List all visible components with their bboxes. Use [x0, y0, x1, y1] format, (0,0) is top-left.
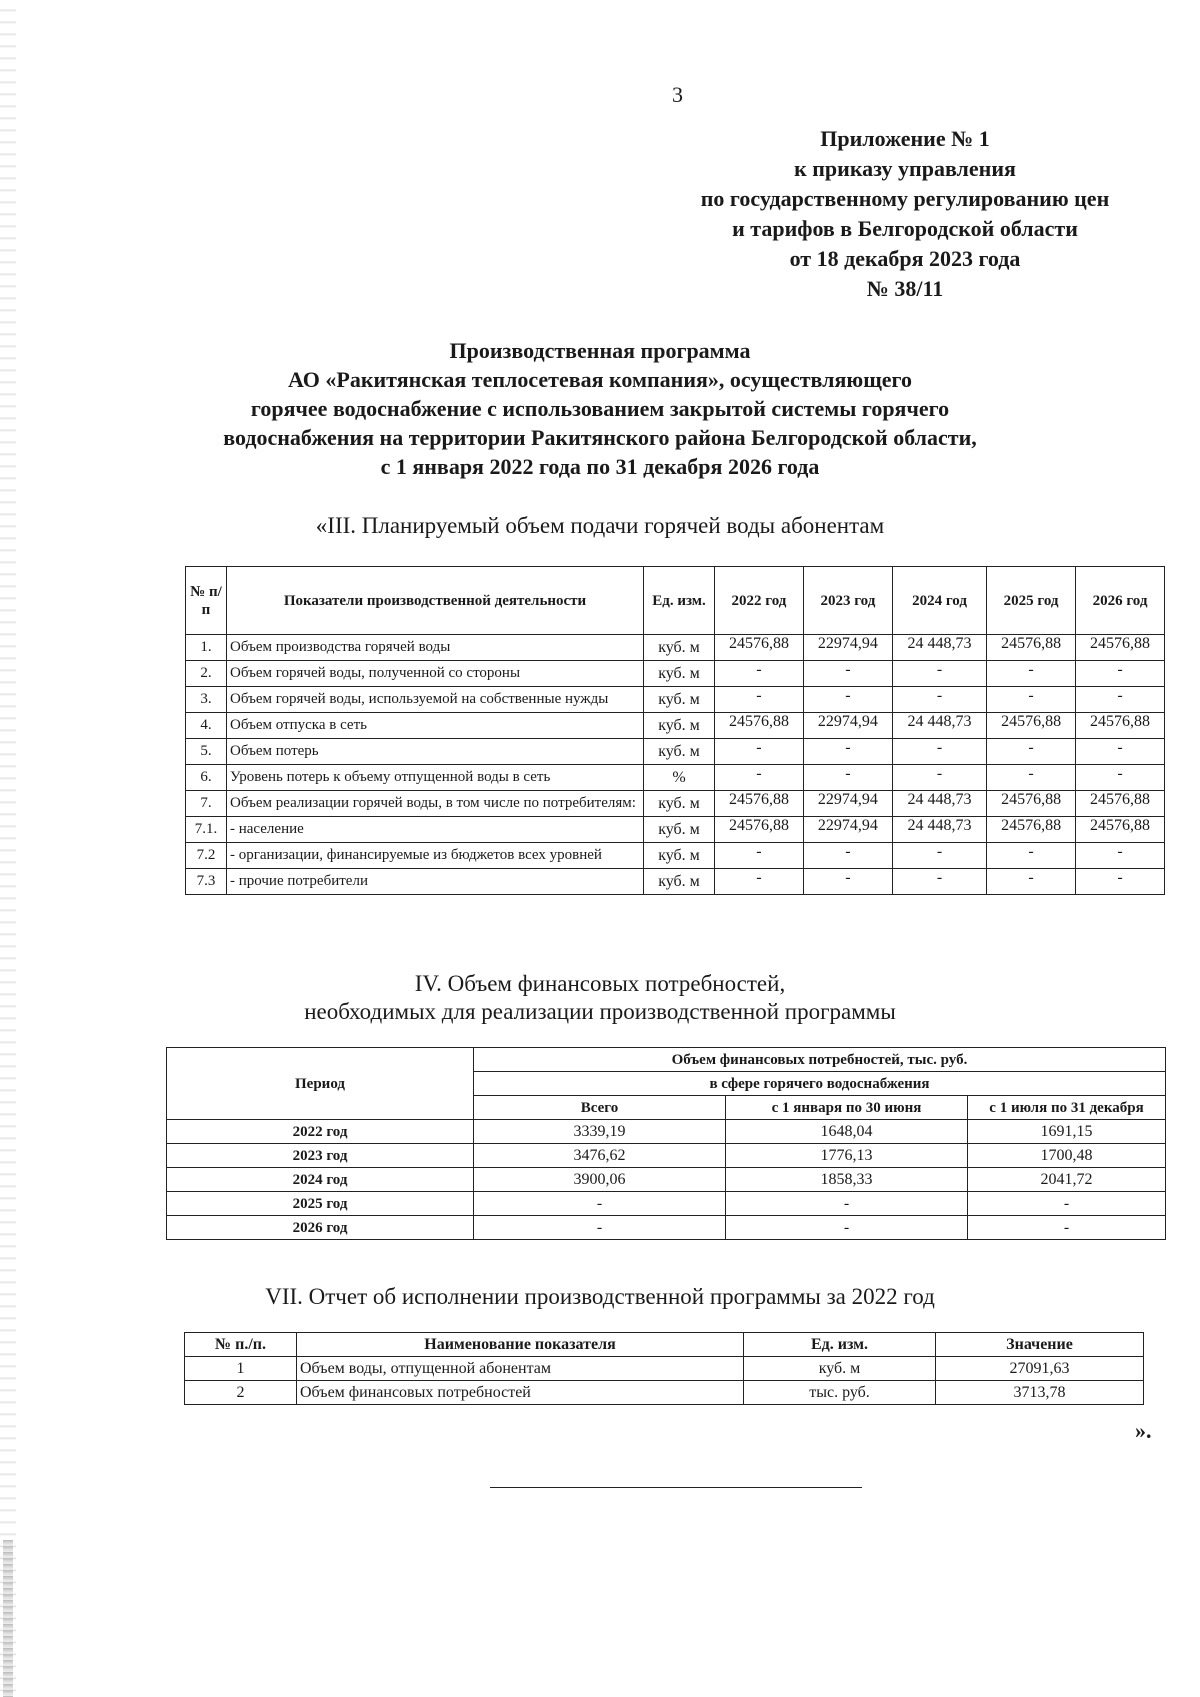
table-row [185, 1357, 1144, 1381]
section4-heading [150, 970, 1050, 1026]
section3-heading: «III. Планируемый объем подачи горячей воды абонентам [315, 513, 885, 538]
row-value: - [987, 765, 1076, 791]
row-value: - [803, 661, 892, 687]
row-num: 7.2 [186, 843, 227, 869]
title-line: с 1 января 2022 года по 31 декабря 2026 года [380, 454, 820, 479]
header-year: 2022 год [715, 567, 804, 635]
table-row [185, 1381, 1144, 1405]
header-name: Наименование показателя [297, 1333, 744, 1357]
table-row [167, 1216, 1166, 1240]
row-unit: куб. м [644, 635, 715, 661]
header-total: Всего [474, 1096, 726, 1120]
title-line: горячее водоснабжение с использованием закрытой системы горячего [250, 396, 950, 421]
row-value: 24576,88 [987, 791, 1076, 817]
row-unit: куб. м [644, 687, 715, 713]
row-value: 24576,88 [1076, 713, 1165, 739]
header-financial-top: Объем финансовых потребностей, тыс. руб. [474, 1048, 1166, 1072]
row-total: 3476,62 [474, 1144, 726, 1168]
row-num: 3. [186, 687, 227, 713]
table-row [186, 661, 1165, 687]
section4-heading-line2: необходимых для реализации производственной программы [304, 999, 896, 1024]
row-value: - [803, 869, 892, 895]
table-row [167, 1168, 1166, 1192]
row-value: 24 448,73 [892, 817, 986, 843]
row-num: 5. [186, 739, 227, 765]
header-financial-sub: в сфере горячего водоснабжения [474, 1072, 1166, 1096]
row-value: - [715, 661, 804, 687]
header-year: 2025 год [987, 567, 1076, 635]
row-value: - [892, 739, 986, 765]
supply-volume-table [185, 566, 1165, 895]
row-value: - [892, 661, 986, 687]
row-value: - [892, 843, 986, 869]
row-indicator: Уровень потерь к объему отпущенной воды в сеть [227, 765, 644, 791]
row-value: 24 448,73 [892, 791, 986, 817]
row-num: 2 [185, 1381, 297, 1405]
header-year: 2026 год [1076, 567, 1165, 635]
row-second-half: 1700,48 [968, 1144, 1166, 1168]
row-first-half: - [726, 1192, 968, 1216]
row-unit: % [644, 765, 715, 791]
row-value: - [715, 843, 804, 869]
row-value: - [715, 869, 804, 895]
closing-quote: ». [1135, 1418, 1152, 1443]
row-name: Объем финансовых потребностей [297, 1381, 744, 1405]
row-total: 3900,06 [474, 1168, 726, 1192]
table-row [186, 791, 1165, 817]
row-value: - [715, 765, 804, 791]
row-second-half: 2041,72 [968, 1168, 1166, 1192]
header-period: Период [167, 1048, 474, 1120]
row-value: - [987, 869, 1076, 895]
appendix-line: от 18 декабря 2023 года [789, 246, 1021, 271]
row-value: 24576,88 [987, 817, 1076, 843]
row-unit: куб. м [644, 843, 715, 869]
table-row [186, 869, 1165, 895]
header-num: № п/ п [186, 567, 227, 635]
table-row [186, 817, 1165, 843]
title-line: АО «Ракитянская теплосетевая компания», осуществляющего [287, 367, 912, 392]
document-title [150, 336, 1050, 481]
row-indicator: Объем отпуска в сеть [227, 713, 644, 739]
row-total: - [474, 1192, 726, 1216]
row-unit: куб. м [744, 1357, 936, 1381]
header-first-half: с 1 января по 30 июня [726, 1096, 968, 1120]
table-row [186, 713, 1165, 739]
title-line: водоснабжения на территории Ракитянского района Белгородской области, [223, 425, 977, 450]
row-indicator: Объем горячей воды, используемой на собственные нужды [227, 687, 644, 713]
row-indicator: Объем реализации горячей воды, в том числе по потребителям: [227, 791, 644, 817]
row-value: 22974,94 [803, 713, 892, 739]
row-value: - [1076, 661, 1165, 687]
row-unit: куб. м [644, 661, 715, 687]
row-value: - [803, 739, 892, 765]
financial-needs-body [167, 1120, 1166, 1240]
row-second-half: - [968, 1216, 1166, 1240]
row-period: 2024 год [167, 1168, 474, 1192]
row-value: 24576,88 [1076, 635, 1165, 661]
report-table [184, 1332, 1144, 1405]
appendix-line: к приказу управления [794, 156, 1016, 181]
row-num: 2. [186, 661, 227, 687]
row-total: 3339,19 [474, 1120, 726, 1144]
row-value: - [803, 843, 892, 869]
header-year: 2024 год [892, 567, 986, 635]
header-unit: Ед. изм. [744, 1333, 936, 1357]
table-row [186, 687, 1165, 713]
title-line: Производственная программа [449, 338, 751, 363]
row-name: Объем воды, отпущенной абонентам [297, 1357, 744, 1381]
row-value: - [1076, 687, 1165, 713]
row-num: 1 [185, 1357, 297, 1381]
row-value: - [987, 661, 1076, 687]
row-first-half: - [726, 1216, 968, 1240]
table-row [186, 739, 1165, 765]
scan-edge-artifact-lower [3, 1540, 13, 1697]
appendix-line: Приложение № 1 [820, 126, 990, 151]
row-value: - [1076, 765, 1165, 791]
row-value: 24576,88 [1076, 817, 1165, 843]
row-value: 24576,88 [715, 713, 804, 739]
row-value: 24 448,73 [892, 635, 986, 661]
row-unit: куб. м [644, 713, 715, 739]
section7-heading: VII. Отчет об исполнении производственной программы за 2022 год [265, 1284, 935, 1309]
row-value: - [1076, 869, 1165, 895]
row-value: 24 448,73 [892, 713, 986, 739]
row-first-half: 1648,04 [726, 1120, 968, 1144]
row-value: - [715, 739, 804, 765]
row-value: 24576,88 [715, 791, 804, 817]
report-body [185, 1357, 1144, 1405]
row-unit: тыс. руб. [744, 1381, 936, 1405]
row-indicator: - население [227, 817, 644, 843]
row-second-half: - [968, 1192, 1166, 1216]
row-value: - [803, 765, 892, 791]
row-second-half: 1691,15 [968, 1120, 1166, 1144]
section4-heading-line1: IV. Объем финансовых потребностей, [414, 971, 786, 996]
row-value: - [892, 869, 986, 895]
appendix-line: по государственному регулированию цен [700, 186, 1110, 211]
header-year: 2023 год [803, 567, 892, 635]
page-number: 3 [672, 82, 683, 107]
row-value: - [987, 739, 1076, 765]
row-value: - [892, 687, 986, 713]
row-value: 24576,88 [715, 635, 804, 661]
row-value: - [892, 765, 986, 791]
row-period: 2022 год [167, 1120, 474, 1144]
row-period: 2025 год [167, 1192, 474, 1216]
row-first-half: 1858,33 [726, 1168, 968, 1192]
appendix-block [640, 124, 1170, 304]
row-value: 24576,88 [1076, 791, 1165, 817]
appendix-line: № 38/11 [866, 276, 944, 301]
row-period: 2023 год [167, 1144, 474, 1168]
header-num: № п./п. [185, 1333, 297, 1357]
table-row [167, 1192, 1166, 1216]
row-num: 4. [186, 713, 227, 739]
separator-line [490, 1487, 862, 1488]
header-second-half: с 1 июля по 31 декабря [968, 1096, 1166, 1120]
row-total: - [474, 1216, 726, 1240]
row-period: 2026 год [167, 1216, 474, 1240]
header-value: Значение [936, 1333, 1144, 1357]
row-unit: куб. м [644, 869, 715, 895]
header-unit: Ед. изм. [644, 567, 715, 635]
financial-needs-table [166, 1047, 1166, 1240]
row-num: 7.1. [186, 817, 227, 843]
scan-edge-artifact [0, 0, 16, 1697]
row-indicator: - прочие потребители [227, 869, 644, 895]
row-value: 22974,94 [803, 791, 892, 817]
row-num: 7.3 [186, 869, 227, 895]
table-row [167, 1144, 1166, 1168]
row-value: 24576,88 [987, 713, 1076, 739]
row-value: - [715, 687, 804, 713]
table-row [167, 1120, 1166, 1144]
row-indicator: - организации, финансируемые из бюджетов всех уровней [227, 843, 644, 869]
row-value: - [1076, 843, 1165, 869]
row-num: 6. [186, 765, 227, 791]
appendix-line: и тарифов в Белгородской области [732, 216, 1078, 241]
row-indicator: Объем горячей воды, полученной со стороны [227, 661, 644, 687]
row-first-half: 1776,13 [726, 1144, 968, 1168]
row-value: 3713,78 [936, 1381, 1144, 1405]
table-row [186, 635, 1165, 661]
row-unit: куб. м [644, 817, 715, 843]
row-unit: куб. м [644, 739, 715, 765]
row-value: - [987, 843, 1076, 869]
row-value: 22974,94 [803, 635, 892, 661]
supply-volume-body [186, 635, 1165, 895]
row-indicator: Объем производства горячей воды [227, 635, 644, 661]
row-value: - [1076, 739, 1165, 765]
row-value: 24576,88 [715, 817, 804, 843]
row-value: 24576,88 [987, 635, 1076, 661]
row-unit: куб. м [644, 791, 715, 817]
row-value: 22974,94 [803, 817, 892, 843]
table-row [186, 765, 1165, 791]
row-value: 27091,63 [936, 1357, 1144, 1381]
row-value: - [987, 687, 1076, 713]
table-row [186, 843, 1165, 869]
header-indicator: Показатели производственной деятельности [227, 567, 644, 635]
row-indicator: Объем потерь [227, 739, 644, 765]
row-num: 1. [186, 635, 227, 661]
row-num: 7. [186, 791, 227, 817]
row-value: - [803, 687, 892, 713]
